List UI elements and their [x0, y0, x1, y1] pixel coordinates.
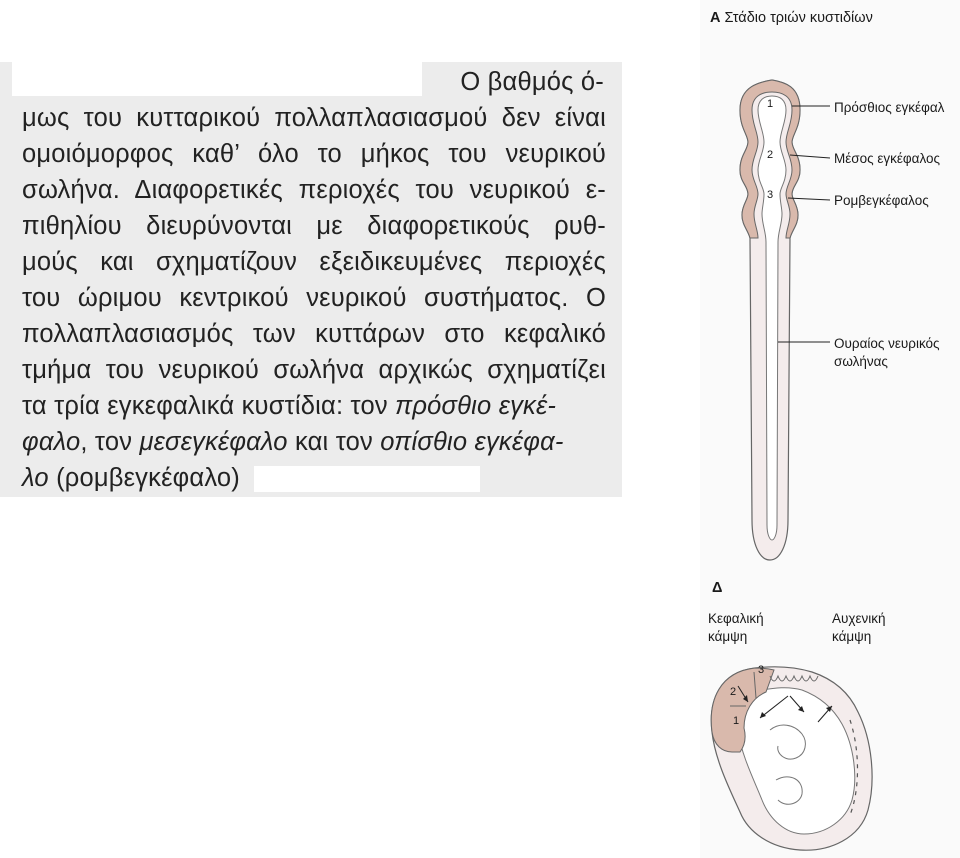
text-line-11: φαλο, τον μεσεγκέφαλο και τον οπίσθιο εγκέφα-	[22, 428, 564, 456]
cervical-flexure-label-2: κάμψη	[832, 629, 872, 644]
vesicle-number-1: 1	[767, 98, 774, 110]
vesicle-number-2: 2	[767, 149, 774, 161]
forebrain-label: Πρόσθιος εγκέφαλ	[834, 100, 945, 115]
text-line-4: σωλήνα. Διαφορετικές περιοχές του νευρικού ε-	[22, 176, 606, 204]
text-line-5: πιθηλίου διευρύνονται με διαφορετικούς ρυθ-	[22, 212, 606, 240]
flexure-vesicle-2: 2	[730, 686, 737, 698]
redaction-top	[12, 62, 422, 96]
text-line-9: τμήμα του νευρικού σωλήνα αρχικώς σχηματίζει	[22, 356, 606, 384]
midbrain-label: Μέσος εγκέφαλος	[834, 151, 941, 166]
neural-tube-label-2: σωλήνας	[834, 354, 888, 369]
figure-a-title: A Στάδιο τριών κυστιδίων	[710, 10, 873, 26]
text-line-1: Ο βαθμός ό-	[460, 68, 604, 96]
textbook-excerpt	[0, 62, 622, 497]
flexure-vesicle-3: 3	[758, 664, 765, 676]
cephalic-flexure-label-1: Κεφαλική	[708, 611, 764, 626]
text-line-2: μως του κυτταρικού πολλαπλασιασμού δεν είναι	[22, 104, 606, 132]
text-line-7: του ώριμου κεντρικού νευρικού συστήματος. Ο	[22, 284, 606, 312]
embryology-figure	[700, 0, 960, 858]
neural-tube-label-1: Ουραίος νευρικός	[834, 336, 940, 351]
hindbrain-leader	[788, 198, 830, 200]
text-line-3: ομοιόμορφος καθ’ όλο το μήκος του νευρικού	[22, 140, 606, 168]
flexure-vesicle-1: 1	[733, 715, 740, 727]
vesicle-number-3: 3	[767, 189, 774, 201]
cephalic-flexure-label-2: κάμψη	[708, 629, 748, 644]
figure-d-letter: Δ	[712, 580, 723, 596]
neural-tube-diagram	[740, 80, 830, 560]
hindbrain-label: Ρομβεγκέφαλος	[834, 193, 929, 208]
text-line-12: λο (ρομβεγκέφαλο)	[22, 464, 240, 492]
text-line-8: πολλαπλασιασμός των κυττάρων στο κεφαλικό	[22, 320, 606, 348]
text-line-10: τα τρία εγκεφαλικά κυστίδια: τον πρόσθιο εγκέ-	[22, 392, 557, 420]
text-line-6: μούς και σχηματίζουν εξειδικευμένες περιοχές	[22, 248, 606, 276]
cervical-flexure-label-1: Αυχενική	[832, 611, 886, 626]
